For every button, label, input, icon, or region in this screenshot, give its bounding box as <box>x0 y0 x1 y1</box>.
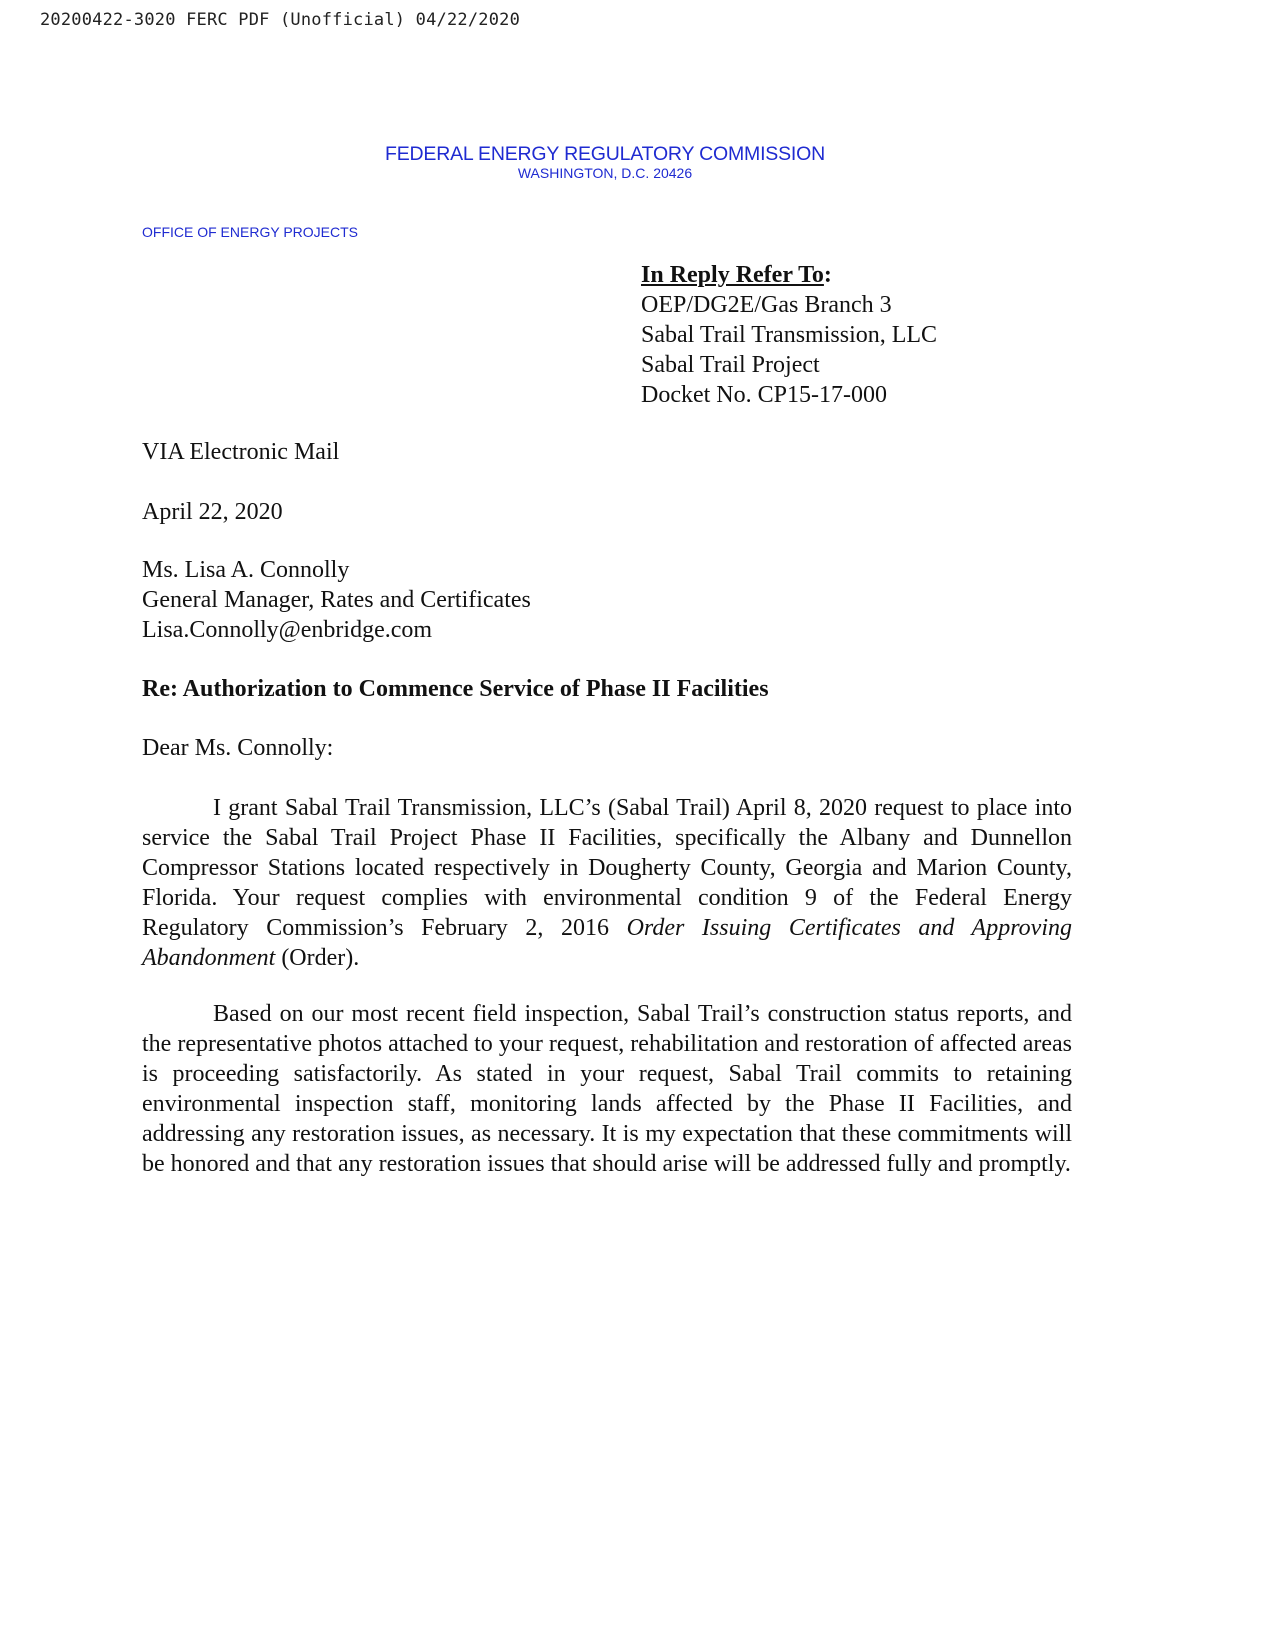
reply-heading-text: In Reply Refer To <box>641 262 824 288</box>
reply-line-company: Sabal Trail Transmission, LLC <box>641 322 938 348</box>
recipient-email: Lisa.Connolly@enbridge.com <box>142 617 433 643</box>
ferc-filing-stamp: 20200422-3020 FERC PDF (Unofficial) 04/22/2020 <box>40 10 521 30</box>
reply-reference-block <box>641 260 937 410</box>
agency-address: WASHINGTON, D.C. 20426 <box>517 165 693 181</box>
paragraph-authorization <box>142 793 1072 973</box>
salutation: Dear Ms. Connolly: <box>142 735 334 761</box>
order-title: Order Issuing Certificates and Approving Abandonment <box>142 915 1072 971</box>
recipient-name: Ms. Lisa A. Connolly <box>142 557 350 583</box>
reply-line-docket: Docket No. CP15-17-000 <box>641 382 887 408</box>
letterhead <box>0 143 1210 182</box>
reply-heading <box>641 260 937 290</box>
agency-name: FEDERAL ENERGY REGULATORY COMMISSION <box>385 143 825 165</box>
delivery-method: VIA Electronic Mail <box>142 439 340 465</box>
recipient-title: General Manager, Rates and Certificates <box>142 587 531 613</box>
reply-heading-colon: : <box>823 262 832 288</box>
reply-line-project: Sabal Trail Project <box>641 352 820 378</box>
reply-line-branch: OEP/DG2E/Gas Branch 3 <box>641 292 892 318</box>
letter-date: April 22, 2020 <box>142 499 283 525</box>
subject-line: Re: Authorization to Commence Service of Phase II Facilities <box>142 676 769 702</box>
paragraph-1-text-b: (Order). <box>275 945 360 971</box>
paragraph-2-text: Based on our most recent field inspection, Sabal Trail’s construction status reports, and the representative photos attached to your request, rehabilitation and restoration of affected areas is proceeding satisfactorily. As stated in your request, Sabal Trail commits to retaining environmental inspection staff, monitoring lands affected by the Phase II Facilities, and addressing any restoration issues, as necessary. It is my expectation that these commitments will be honored and that any restoration issues that should arise will be addressed fully and promptly. <box>142 1001 1072 1177</box>
paragraph-1-text-a: I grant Sabal Trail Transmission, LLC’s (Sabal Trail) April 8, 2020 request to place into service the Sabal Trail Project Phase II Facilities, specifically the Albany and Dunnellon Compressor Stations located respectively in Dougherty County, Georgia and Marion County, Florida. Your request complies with environmental condition 9 of the Federal Energy Regulatory Commission’s February 2, 2016 <box>142 795 1072 941</box>
office-name: OFFICE OF ENERGY PROJECTS <box>142 224 358 240</box>
paragraph-inspection <box>142 999 1072 1179</box>
recipient-address <box>142 555 1072 645</box>
